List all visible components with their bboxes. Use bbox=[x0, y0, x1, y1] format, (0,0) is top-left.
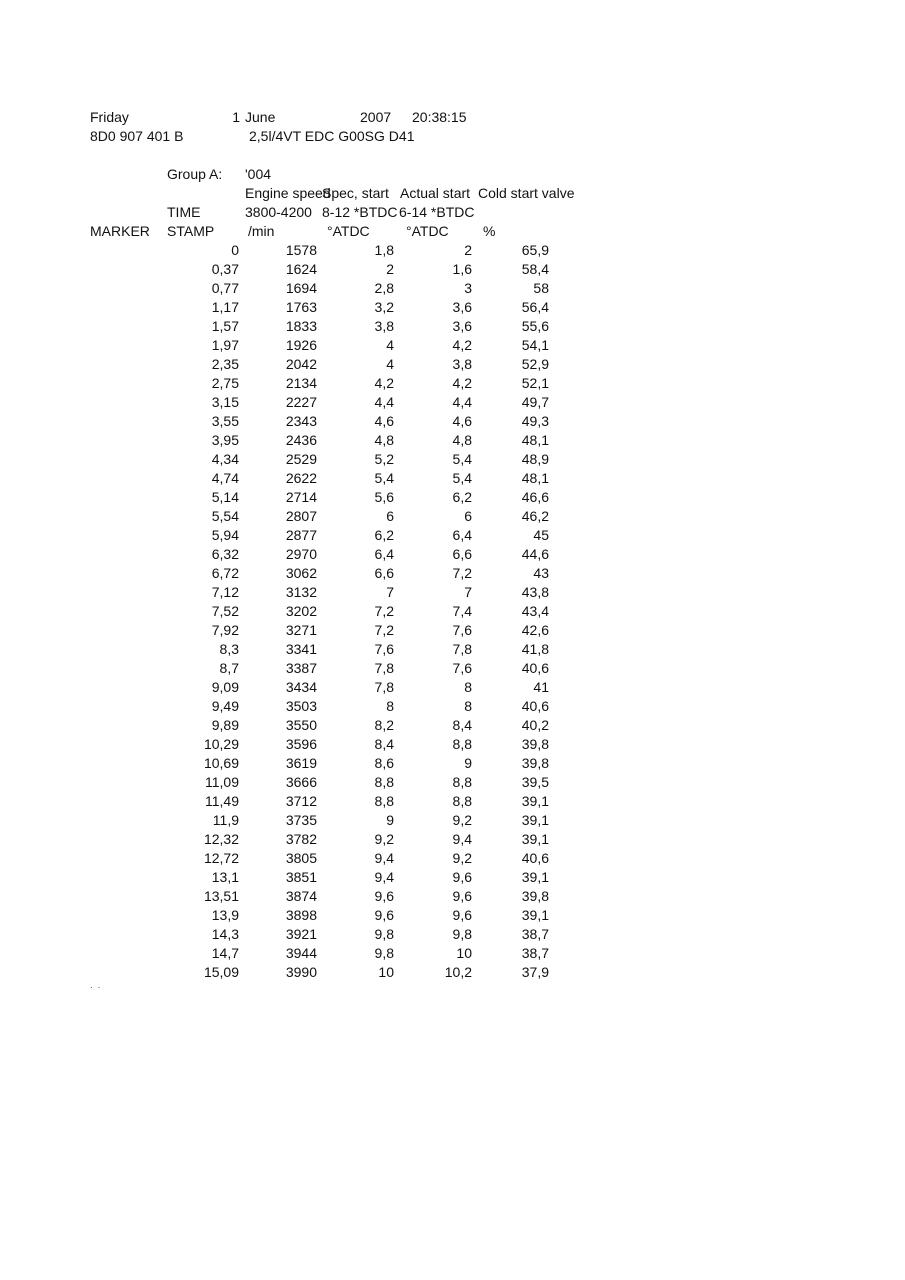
actual-start-cell: 3,8 bbox=[452, 356, 472, 372]
time-stamp-cell: 9,49 bbox=[211, 698, 239, 714]
day-of-week: Friday bbox=[90, 109, 129, 125]
spec-start-cell: 9,2 bbox=[374, 831, 394, 847]
engine-speed-cell: 3062 bbox=[285, 565, 317, 581]
engine-speed-cell: 3921 bbox=[285, 926, 317, 942]
actual-start-cell: 6,2 bbox=[452, 489, 472, 505]
time-stamp-cell: 0 bbox=[231, 242, 239, 258]
time-stamp-cell: 3,55 bbox=[211, 413, 239, 429]
spec-start-cell: 10 bbox=[378, 964, 394, 980]
actual-start-cell: 7 bbox=[464, 584, 472, 600]
cold-start-cell: 58 bbox=[533, 280, 549, 296]
actual-start-cell: 9,2 bbox=[452, 850, 472, 866]
col-spec-start-spec: 8-12 *BTDC bbox=[322, 204, 398, 220]
actual-start-cell: 9,8 bbox=[452, 926, 472, 942]
time-stamp-cell: 6,72 bbox=[211, 565, 239, 581]
cold-start-cell: 39,1 bbox=[521, 793, 549, 809]
engine-speed-cell: 3202 bbox=[285, 603, 317, 619]
engine-speed-cell: 1624 bbox=[285, 261, 317, 277]
actual-start-cell: 6 bbox=[464, 508, 472, 524]
cold-start-cell: 40,6 bbox=[521, 660, 549, 676]
actual-start-cell: 3,6 bbox=[452, 299, 472, 315]
spec-start-cell: 4 bbox=[386, 356, 394, 372]
time-stamp-cell: 7,92 bbox=[211, 622, 239, 638]
time-stamp-cell: 14,3 bbox=[211, 926, 239, 942]
col-actual-start-spec: 6-14 *BTDC bbox=[399, 204, 475, 220]
time-stamp-cell: 8,7 bbox=[219, 660, 239, 676]
time-stamp-cell: 12,32 bbox=[203, 831, 239, 847]
cold-start-cell: 48,9 bbox=[521, 451, 549, 467]
actual-start-cell: 10,2 bbox=[444, 964, 472, 980]
engine-speed-cell: 2227 bbox=[285, 394, 317, 410]
col-stamp-title: STAMP bbox=[167, 223, 215, 239]
engine-speed-cell: 2042 bbox=[285, 356, 317, 372]
time-stamp-cell: 5,94 bbox=[211, 527, 239, 543]
actual-start-cell: 7,6 bbox=[452, 622, 472, 638]
engine-speed-cell: 3132 bbox=[285, 584, 317, 600]
actual-start-cell: 8,4 bbox=[452, 717, 472, 733]
col-engine-speed-spec: 3800-4200 bbox=[245, 204, 312, 220]
col-cold-start-title: Cold start valve bbox=[478, 185, 575, 201]
group-value: '004 bbox=[245, 166, 272, 182]
time-stamp-cell: 5,14 bbox=[211, 489, 239, 505]
engine-speed-cell: 2343 bbox=[285, 413, 317, 429]
time-stamp-cell: 1,17 bbox=[211, 299, 239, 315]
cold-start-cell: 43,4 bbox=[521, 603, 549, 619]
time-stamp-cell: 0,77 bbox=[211, 280, 239, 296]
actual-start-cell: 3 bbox=[464, 280, 472, 296]
time-of-day: 20:38:15 bbox=[412, 109, 467, 125]
cold-start-cell: 38,7 bbox=[521, 945, 549, 961]
engine-speed-cell: 3271 bbox=[285, 622, 317, 638]
col-engine-speed-title: Engine speed bbox=[245, 185, 331, 201]
spec-start-cell: 4,6 bbox=[374, 413, 394, 429]
engine-speed-cell: 2807 bbox=[285, 508, 317, 524]
cold-start-cell: 43,8 bbox=[521, 584, 549, 600]
time-stamp-cell: 1,97 bbox=[211, 337, 239, 353]
spec-start-cell: 2,8 bbox=[374, 280, 394, 296]
spec-start-cell: 7,2 bbox=[374, 622, 394, 638]
actual-start-cell: 8 bbox=[464, 698, 472, 714]
cold-start-cell: 46,2 bbox=[521, 508, 549, 524]
actual-start-cell: 8,8 bbox=[452, 793, 472, 809]
spec-start-cell: 6 bbox=[386, 508, 394, 524]
cold-start-cell: 42,6 bbox=[521, 622, 549, 638]
spec-start-cell: 5,2 bbox=[374, 451, 394, 467]
spec-start-cell: 3,8 bbox=[374, 318, 394, 334]
engine-speed-cell: 2970 bbox=[285, 546, 317, 562]
cold-start-cell: 40,6 bbox=[521, 698, 549, 714]
cold-start-cell: 37,9 bbox=[521, 964, 549, 980]
engine-speed-cell: 3341 bbox=[285, 641, 317, 657]
engine-speed-cell: 3782 bbox=[285, 831, 317, 847]
engine-speed-cell: 3387 bbox=[285, 660, 317, 676]
spec-start-cell: 8,6 bbox=[374, 755, 394, 771]
time-stamp-cell: 9,89 bbox=[211, 717, 239, 733]
cold-start-cell: 52,1 bbox=[521, 375, 549, 391]
time-stamp-cell: 15,09 bbox=[203, 964, 239, 980]
col-actual-start-title: Actual start bbox=[400, 185, 471, 201]
spec-start-cell: 8,4 bbox=[374, 736, 394, 752]
engine-speed-cell: 3735 bbox=[285, 812, 317, 828]
actual-start-cell: 9 bbox=[464, 755, 472, 771]
time-stamp-cell: 8,3 bbox=[219, 641, 239, 657]
time-stamp-cell: 6,32 bbox=[211, 546, 239, 562]
time-stamp-cell: 13,9 bbox=[211, 907, 239, 923]
actual-start-cell: 4,8 bbox=[452, 432, 472, 448]
actual-start-cell: 7,4 bbox=[452, 603, 472, 619]
cold-start-cell: 39,1 bbox=[521, 869, 549, 885]
spec-start-cell: 9,6 bbox=[374, 888, 394, 904]
engine-speed-cell: 2622 bbox=[285, 470, 317, 486]
engine-speed-cell: 3805 bbox=[285, 850, 317, 866]
actual-start-cell: 8 bbox=[464, 679, 472, 695]
cold-start-cell: 39,1 bbox=[521, 907, 549, 923]
spec-start-cell: 4,2 bbox=[374, 375, 394, 391]
time-stamp-cell: 11,9 bbox=[212, 812, 239, 828]
engine-speed-cell: 1926 bbox=[285, 337, 317, 353]
spec-start-cell: 4 bbox=[386, 337, 394, 353]
spec-start-cell: 6,6 bbox=[374, 565, 394, 581]
cold-start-cell: 39,1 bbox=[521, 812, 549, 828]
actual-start-cell: 7,8 bbox=[452, 641, 472, 657]
spec-start-cell: 8,2 bbox=[374, 717, 394, 733]
spec-start-cell: 9,4 bbox=[374, 850, 394, 866]
cold-start-cell: 49,7 bbox=[521, 394, 549, 410]
engine-speed-cell: 2877 bbox=[285, 527, 317, 543]
date-day: 1 bbox=[232, 109, 240, 125]
engine-speed-cell: 3550 bbox=[285, 717, 317, 733]
cold-start-cell: 41 bbox=[533, 679, 549, 695]
time-stamp-cell: 5,54 bbox=[211, 508, 239, 524]
actual-start-cell: 6,6 bbox=[452, 546, 472, 562]
spec-start-cell: 5,6 bbox=[374, 489, 394, 505]
time-stamp-cell: 9,09 bbox=[211, 679, 239, 695]
spec-start-cell: 9,6 bbox=[374, 907, 394, 923]
spec-start-cell: 8 bbox=[386, 698, 394, 714]
engine-speed-cell: 3851 bbox=[285, 869, 317, 885]
actual-start-cell: 2 bbox=[464, 242, 472, 258]
spec-start-cell: 2 bbox=[386, 261, 394, 277]
actual-start-cell: 1,6 bbox=[452, 261, 472, 277]
time-stamp-cell: 7,12 bbox=[211, 584, 239, 600]
engine-speed-cell: 2134 bbox=[285, 375, 317, 391]
actual-start-cell: 9,6 bbox=[452, 869, 472, 885]
engine-speed-cell: 3944 bbox=[285, 945, 317, 961]
col-engine-speed-unit: /min bbox=[248, 223, 275, 239]
actual-start-cell: 9,6 bbox=[452, 888, 472, 904]
spec-start-cell: 4,4 bbox=[374, 394, 394, 410]
cold-start-cell: 39,8 bbox=[521, 755, 549, 771]
cold-start-cell: 56,4 bbox=[521, 299, 549, 315]
engine-speed-cell: 1578 bbox=[285, 242, 317, 258]
cold-start-cell: 44,6 bbox=[521, 546, 549, 562]
time-stamp-cell: 1,57 bbox=[211, 318, 239, 334]
spec-start-cell: 3,2 bbox=[374, 299, 394, 315]
col-marker-title: MARKER bbox=[90, 223, 150, 239]
col-actual-start-unit: °ATDC bbox=[406, 223, 449, 239]
cold-start-cell: 43 bbox=[533, 565, 549, 581]
actual-start-cell: 7,2 bbox=[452, 565, 472, 581]
spec-start-cell: 6,4 bbox=[374, 546, 394, 562]
engine-speed-cell: 3619 bbox=[285, 755, 317, 771]
part-number: 8D0 907 401 B bbox=[90, 128, 184, 144]
engine-speed-cell: 1833 bbox=[285, 318, 317, 334]
spec-start-cell: 7 bbox=[386, 584, 394, 600]
engine-speed-cell: 3434 bbox=[285, 679, 317, 695]
date-month: June bbox=[245, 109, 276, 125]
engine-speed-cell: 3503 bbox=[285, 698, 317, 714]
engine-speed-cell: 3874 bbox=[285, 888, 317, 904]
spec-start-cell: 9,4 bbox=[374, 869, 394, 885]
engine-speed-cell: 3898 bbox=[285, 907, 317, 923]
engine-speed-cell: 3666 bbox=[285, 774, 317, 790]
time-stamp-cell: 10,29 bbox=[203, 736, 239, 752]
actual-start-cell: 7,6 bbox=[452, 660, 472, 676]
time-stamp-cell: 2,35 bbox=[211, 356, 239, 372]
engine-speed-cell: 1694 bbox=[285, 280, 317, 296]
cold-start-cell: 65,9 bbox=[521, 242, 549, 258]
cold-start-cell: 39,5 bbox=[521, 774, 549, 790]
spec-start-cell: 7,8 bbox=[374, 660, 394, 676]
spec-start-cell: 4,8 bbox=[374, 432, 394, 448]
cold-start-cell: 55,6 bbox=[521, 318, 549, 334]
actual-start-cell: 6,4 bbox=[452, 527, 472, 543]
engine-speed-cell: 2436 bbox=[285, 432, 317, 448]
spec-start-cell: 5,4 bbox=[374, 470, 394, 486]
actual-start-cell: 4,2 bbox=[452, 337, 472, 353]
time-stamp-cell: 13,1 bbox=[211, 869, 239, 885]
time-stamp-cell: 0,37 bbox=[211, 261, 239, 277]
actual-start-cell: 4,2 bbox=[452, 375, 472, 391]
cold-start-cell: 48,1 bbox=[521, 432, 549, 448]
time-stamp-cell: 14,7 bbox=[211, 945, 239, 961]
actual-start-cell: 9,2 bbox=[452, 812, 472, 828]
cold-start-cell: 39,1 bbox=[521, 831, 549, 847]
actual-start-cell: 9,6 bbox=[452, 907, 472, 923]
spec-start-cell: 7,6 bbox=[374, 641, 394, 657]
time-stamp-cell: 4,74 bbox=[211, 470, 239, 486]
time-stamp-cell: 4,34 bbox=[211, 451, 239, 467]
engine-speed-cell: 2714 bbox=[285, 489, 317, 505]
time-stamp-cell: 12,72 bbox=[203, 850, 239, 866]
col-time-title: TIME bbox=[167, 204, 201, 220]
cold-start-cell: 45 bbox=[533, 527, 549, 543]
time-stamp-cell: 3,95 bbox=[211, 432, 239, 448]
col-cold-start-unit: % bbox=[483, 223, 496, 239]
spec-start-cell: 1,8 bbox=[374, 242, 394, 258]
cold-start-cell: 46,6 bbox=[521, 489, 549, 505]
cold-start-cell: 38,7 bbox=[521, 926, 549, 942]
actual-start-cell: 4,6 bbox=[452, 413, 472, 429]
spec-start-cell: 8,8 bbox=[374, 774, 394, 790]
engine-speed-cell: 3712 bbox=[285, 793, 317, 809]
cold-start-cell: 41,8 bbox=[521, 641, 549, 657]
spec-start-cell: 9 bbox=[386, 812, 394, 828]
actual-start-cell: 10 bbox=[456, 945, 472, 961]
spec-start-cell: 9,8 bbox=[374, 926, 394, 942]
cold-start-cell: 48,1 bbox=[521, 470, 549, 486]
actual-start-cell: 5,4 bbox=[452, 451, 472, 467]
time-stamp-cell: 7,52 bbox=[211, 603, 239, 619]
time-stamp-cell: 13,51 bbox=[203, 888, 239, 904]
actual-start-cell: 5,4 bbox=[452, 470, 472, 486]
ecu-info: 2,5l/4VT EDC G00SG D41 bbox=[249, 128, 415, 144]
time-stamp-cell: 3,15 bbox=[211, 394, 239, 410]
cold-start-cell: 40,2 bbox=[521, 717, 549, 733]
spec-start-cell: 7,2 bbox=[374, 603, 394, 619]
engine-speed-cell: 3596 bbox=[285, 736, 317, 752]
group-label: Group A: bbox=[167, 166, 223, 182]
engine-speed-cell: 1763 bbox=[285, 299, 317, 315]
spec-start-cell: 9,8 bbox=[374, 945, 394, 961]
date-year: 2007 bbox=[360, 109, 392, 125]
engine-speed-cell: 2529 bbox=[285, 451, 317, 467]
cold-start-cell: 49,3 bbox=[521, 413, 549, 429]
time-stamp-cell: 11,09 bbox=[205, 774, 239, 790]
cold-start-cell: 39,8 bbox=[521, 888, 549, 904]
cold-start-cell: 40,6 bbox=[521, 850, 549, 866]
col-spec-start-unit: °ATDC bbox=[327, 223, 370, 239]
cold-start-cell: 58,4 bbox=[521, 261, 549, 277]
time-stamp-cell: 10,69 bbox=[203, 755, 239, 771]
col-spec-start-title: Spec, start bbox=[322, 185, 389, 201]
spec-start-cell: 8,8 bbox=[374, 793, 394, 809]
cold-start-cell: 39,8 bbox=[521, 736, 549, 752]
engine-speed-cell: 3990 bbox=[285, 964, 317, 980]
time-stamp-cell: 2,75 bbox=[211, 375, 239, 391]
spec-start-cell: 6,2 bbox=[374, 527, 394, 543]
actual-start-cell: 8,8 bbox=[452, 774, 472, 790]
time-stamp-cell: 11,49 bbox=[205, 793, 239, 809]
cold-start-cell: 54,1 bbox=[521, 337, 549, 353]
footer-mark: . . bbox=[90, 980, 102, 991]
actual-start-cell: 3,6 bbox=[452, 318, 472, 334]
actual-start-cell: 9,4 bbox=[452, 831, 472, 847]
actual-start-cell: 4,4 bbox=[452, 394, 472, 410]
cold-start-cell: 52,9 bbox=[521, 356, 549, 372]
actual-start-cell: 8,8 bbox=[452, 736, 472, 752]
spec-start-cell: 7,8 bbox=[374, 679, 394, 695]
